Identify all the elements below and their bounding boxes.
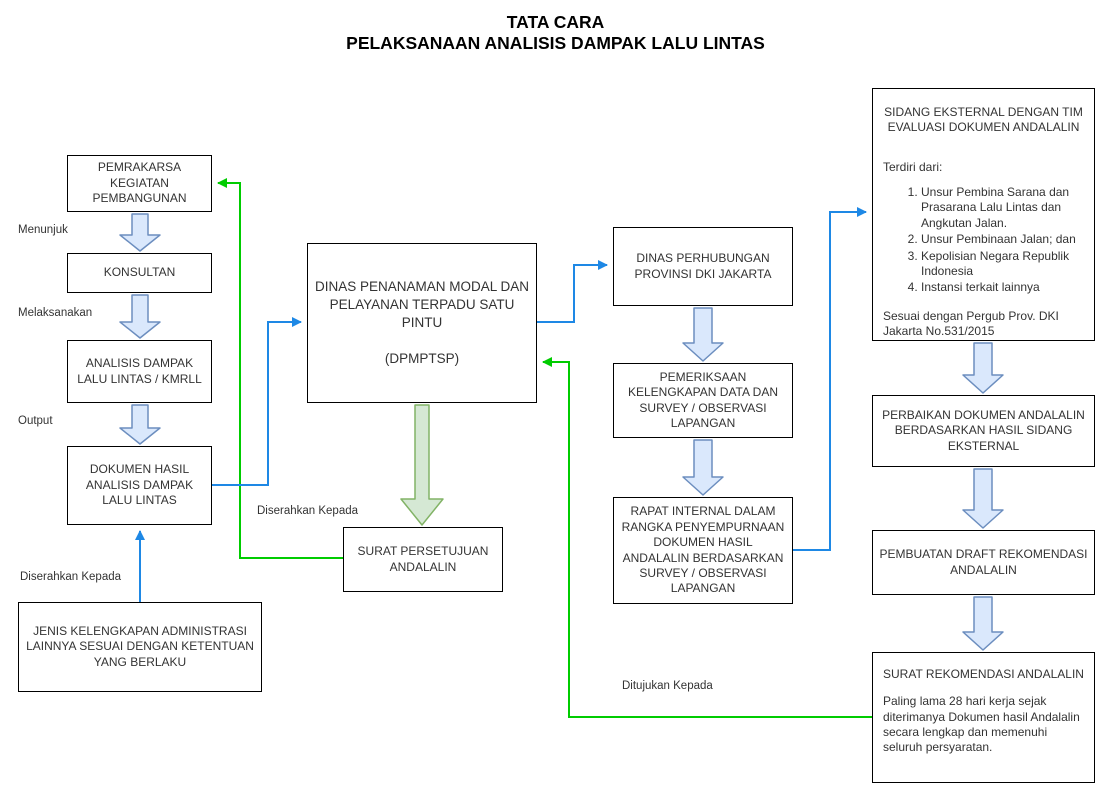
node-jenis-kelengkapan-administrasi — [18, 602, 262, 692]
connector-dokumen-to-dpmptsp — [212, 322, 301, 485]
node-label: PEMERIKSAAN KELENGKAPAN DATA DAN SURVEY / OBSERVASI LAPANGAN — [627, 369, 779, 430]
sidang-member-list — [883, 185, 1084, 297]
node-dpmptsp — [307, 243, 537, 403]
node-surat-persetujuan-andalalin — [343, 527, 503, 592]
node-label: JENIS KELENGKAPAN ADMINISTRASI LAINNYA SESUAI DENGAN KETENTUAN YANG BERLAKU — [26, 623, 254, 669]
list-item: 1. Unsur Pembina Sarana dan Prasarana Lalu Lintas dan Angkutan Jalan. — [921, 185, 1084, 231]
block-arrow-sidang-to-perbaikan — [963, 343, 1003, 393]
node-dinas-perhubungan-dki — [613, 227, 793, 306]
node-subtitle: Terdiri dari: — [883, 159, 943, 174]
node-title: SURAT REKOMENDASI ANDALALIN — [883, 667, 1084, 681]
block-arrow-konsultan-to-analisis — [120, 295, 160, 338]
node-title: SIDANG EKSTERNAL DENGAN TIM EVALUASI DOKUMEN ANDALALIN — [884, 105, 1083, 135]
node-label: PEMRAKARSA KEGIATAN PEMBANGUNAN — [92, 160, 187, 206]
page-title — [0, 12, 1111, 55]
node-label: KONSULTAN — [103, 265, 176, 280]
page-title-line1: TATA CARA — [506, 12, 605, 32]
page-title-line2: PELAKSANAAN ANALISIS DAMPAK LALU LINTAS — [346, 33, 765, 54]
node-pemeriksaan-kelengkapan — [613, 363, 793, 438]
node-sublabel: (DPMPTSP) — [384, 351, 460, 367]
node-footer: Sesuai dengan Pergub Prov. DKI Jakarta No.531/2015 — [883, 308, 1059, 338]
node-surat-rekomendasi-andalalin — [872, 652, 1095, 783]
node-analisis-dampak-lalu-lintas — [67, 340, 212, 403]
block-arrow-dinas-to-pemeriksaan — [683, 308, 723, 361]
node-label: PEMBUATAN DRAFT REKOMENDASI ANDALALIN — [879, 547, 1088, 577]
node-rapat-internal — [613, 497, 793, 604]
connector-dpmptsp-to-dinas-perhubungan — [537, 265, 607, 322]
node-pembuatan-draft-rekomendasi — [872, 530, 1095, 595]
edge-label-diserahkan-kepada-left: Diserahkan Kepada — [20, 571, 122, 583]
node-label: PERBAIKAN DOKUMEN ANDALALIN BERDASARKAN HASIL SIDANG EKSTERNAL — [882, 407, 1085, 453]
edge-label-diserahkan-kepada-center: Diserahkan Kepada — [257, 505, 359, 517]
edge-label-menunjuk: Menunjuk — [18, 224, 68, 236]
block-arrow-pembuatan-to-surat-rekomendasi — [963, 597, 1003, 650]
node-label: DINAS PERHUBUNGAN PROVINSI DKI JAKARTA — [634, 251, 772, 281]
edge-label-ditujukan-kepada: Ditujukan Kepada — [622, 680, 713, 692]
node-konsultan — [67, 253, 212, 293]
node-body: Paling lama 28 hari kerja sejak diterimanya Dokumen hasil Andalalin secara lengkap dan memenuhi seluruh persyaratan. — [883, 694, 1080, 755]
node-perbaikan-dokumen — [872, 395, 1095, 467]
node-label: RAPAT INTERNAL DALAM RANGKA PENYEMPURNAAN DOKUMEN HASIL ANDALALIN BERDASARKAN SURVEY / OBSERVASI LAPANGAN — [621, 504, 785, 596]
connector-rapat-to-sidang — [793, 212, 866, 550]
block-arrow-perbaikan-to-pembuatan — [963, 469, 1003, 528]
list-item: 4. Instansi terkait lainnya — [921, 280, 1084, 295]
node-label: DINAS PENANAMAN MODAL DAN PELAYANAN TERPADU SATU PINTU — [314, 278, 530, 330]
edge-label-output: Output — [18, 415, 53, 427]
block-arrow-dpmptsp-to-surat-persetujuan — [401, 405, 443, 525]
list-item: 2. Unsur Pembinaan Jalan; dan — [921, 232, 1084, 247]
block-arrow-analisis-to-dokumen — [120, 405, 160, 444]
block-arrow-pemeriksaan-to-rapat — [683, 440, 723, 495]
node-dokumen-hasil-analisis — [67, 446, 212, 525]
list-item: 3. Kepolisian Negara Republik Indonesia — [921, 249, 1084, 280]
edge-label-melaksanakan: Melaksanakan — [18, 307, 93, 319]
node-sidang-eksternal — [872, 88, 1095, 341]
block-arrow-pemrakarsa-to-konsultan — [120, 214, 160, 251]
node-pemrakarsa-kegiatan-pembangunan — [67, 155, 212, 212]
node-label: SURAT PERSETUJUAN ANDALALIN — [357, 544, 489, 574]
node-label: ANALISIS DAMPAK LALU LINTAS / KMRLL — [77, 356, 202, 386]
node-label: DOKUMEN HASIL ANALISIS DAMPAK LALU LINTAS — [85, 462, 194, 508]
